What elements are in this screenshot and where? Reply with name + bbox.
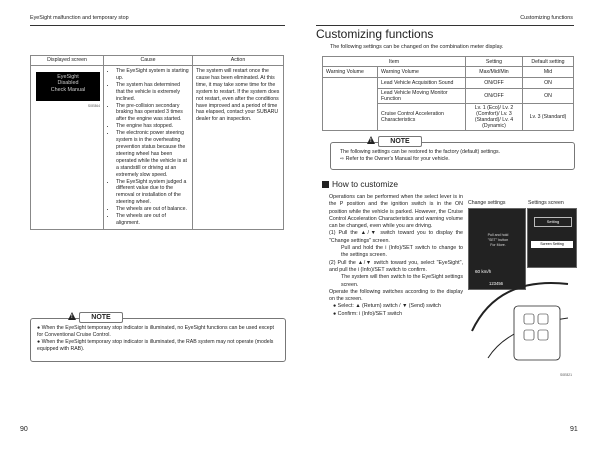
group-eyesight	[323, 78, 378, 131]
steering-switch-pad	[514, 306, 560, 360]
right-running-header: Customizing functions	[520, 15, 573, 21]
cause-item: • The EyeSight system is starting up.	[116, 68, 189, 82]
section-square-icon	[322, 181, 329, 188]
action-cell: The system will restart once the cause has been eliminated. At this time, it may take some time for the system to restart. If the system does not restart, even after the conditions have improved and a period of time has elapsed, contact your SUBARU dealer for an inspection.	[193, 66, 284, 230]
cause-item: • The wheels are out of alignment.	[116, 213, 189, 227]
section-title: How to customize	[332, 179, 399, 189]
fig-label-settings-screen: Settings screen	[528, 200, 564, 206]
col-default: Default setting	[523, 57, 574, 67]
left-note-box	[30, 318, 286, 362]
col-action: Action	[193, 56, 284, 66]
confirm-text: ● Confirm: i (Info)/SET switch	[333, 310, 403, 317]
customize-instructions	[329, 194, 463, 318]
step-2b: The system will then switch to the EyeSight settings screen.	[341, 274, 463, 288]
step-1b: Pull and hold the i (Info)/SET switch to change to the settings screen.	[341, 245, 463, 259]
item-cell: Cruise Control Acceleration Characteristics	[378, 104, 466, 131]
left-note-item-1: ● When the EyeSight temporary stop indicator is illuminated, no EyeSight functions can be used except for Conventional Cruise Control.	[37, 325, 274, 338]
operate-text: Operate the following switches according to the display on the screen.	[329, 288, 463, 303]
cause-item: • The engine has stopped.	[116, 123, 189, 130]
item-cell: Warning Volume	[378, 67, 466, 78]
cause-item: • The system has determined that the vehicle is extremely inclined.	[116, 82, 189, 103]
col-item: Item	[323, 57, 466, 67]
setting-cell: ON/OFF	[466, 78, 523, 89]
info-set-switch-icon	[524, 330, 534, 340]
screen-cell	[31, 66, 104, 230]
step-2a: (2) Pull the ▲/▼ switch toward you, select "EyeSight", and pull the i (Info)/SET switch to confirm.	[329, 259, 463, 273]
default-cell: Lv. 3 (Standard)	[523, 104, 574, 131]
page-title: Customizing functions	[316, 27, 434, 41]
right-note-line-1: The following settings can be restored to the factory (default) settings.	[340, 149, 501, 155]
item-cell: Lead Vehicle Acquisition Sound	[378, 78, 466, 89]
cause-cell	[104, 66, 193, 230]
intro-text: The following settings can be changed on the combination meter display.	[330, 44, 504, 50]
item-cell: Lead Vehicle Moving Monitor Function	[378, 89, 466, 104]
return-switch-icon	[538, 330, 548, 340]
col-displayed-screen: Displayed screen	[31, 56, 104, 66]
right-note-line-2: ⇨ Refer to the Owner's Manual for your vehicle.	[340, 156, 450, 163]
fig-label-change-settings: Change settings	[468, 200, 506, 206]
odometer-readout: 123456	[489, 281, 503, 286]
cause-list	[107, 68, 189, 227]
left-header-rule	[30, 25, 285, 26]
eyesight-disabled-screen: EyeSight Disabled Check Manual	[36, 72, 100, 101]
setting-cell: Lv. 1 (Eco)/ Lv. 2 (Comfort)/ Lv. 3 (Standard)/ Lv. 4 (Dynamic)	[466, 104, 523, 131]
cause-item: • The pre-collision secondary braking has operated 3 times after the engine was started.	[116, 103, 189, 124]
settings-screen-display: Setting Screen Setting	[527, 208, 577, 268]
malfunction-table	[30, 55, 284, 230]
select-text: ● Select: ▲ (Return) switch / ▼ (Send) switch	[333, 303, 441, 310]
change-settings-display: Pull and hold "SET" button For More. 60 km/h 123456	[468, 208, 526, 290]
cause-item: • The wheels are out of balance.	[116, 206, 189, 213]
setting-cell: Max/Mid/Min	[466, 67, 523, 78]
default-cell: Mid	[523, 67, 574, 78]
para-operations: Operations can be performed when the select lever is in the P position and the ignition switch is in the ON position while the vehicle is parked. However, the Cruise Control Acceleration Characteristics and warning volume can be changed, even while you are driving.	[329, 194, 463, 230]
cause-item: • The electronic power steering system is in the overheating prevention status because the steering wheel has been operated while the vehicle is at a standstill or driving at an extremely slow speed.	[116, 130, 189, 178]
step-1a: (1) Pull the ▲/▼ switch toward you to display the "Change settings" screen.	[329, 230, 463, 244]
speed-readout: 60 km/h	[475, 269, 492, 274]
default-cell: ON	[523, 78, 574, 89]
left-page-number: 90	[20, 426, 28, 433]
right-note-title: NOTE	[378, 136, 422, 147]
left-running-header: EyeSight malfunction and temporary stop	[30, 15, 129, 21]
down-switch-icon	[538, 314, 548, 324]
left-note-item-2: ● When the EyeSight temporary stop indicator is illuminated, the RAB system may not operate (models equipped with RAB).	[37, 339, 274, 352]
screen-image-code: S0E864	[87, 104, 100, 108]
cause-item: • The EyeSight system judged a different value due to the removal or installation of the steering wheel.	[116, 179, 189, 207]
group-warning-volume: Warning Volume	[323, 67, 378, 78]
right-note-box	[330, 142, 575, 170]
settings-table	[322, 56, 574, 131]
figure-code: S0E821	[560, 373, 573, 377]
col-setting: Setting	[466, 57, 523, 67]
up-switch-icon	[524, 314, 534, 324]
steering-wheel-diagram	[468, 276, 574, 376]
right-header-rule	[316, 25, 574, 26]
left-note-title: NOTE	[79, 312, 123, 323]
default-cell: ON	[523, 89, 574, 104]
setting-cell: ON/OFF	[466, 89, 523, 104]
right-page-number: 91	[570, 426, 578, 433]
col-cause: Cause	[104, 56, 193, 66]
